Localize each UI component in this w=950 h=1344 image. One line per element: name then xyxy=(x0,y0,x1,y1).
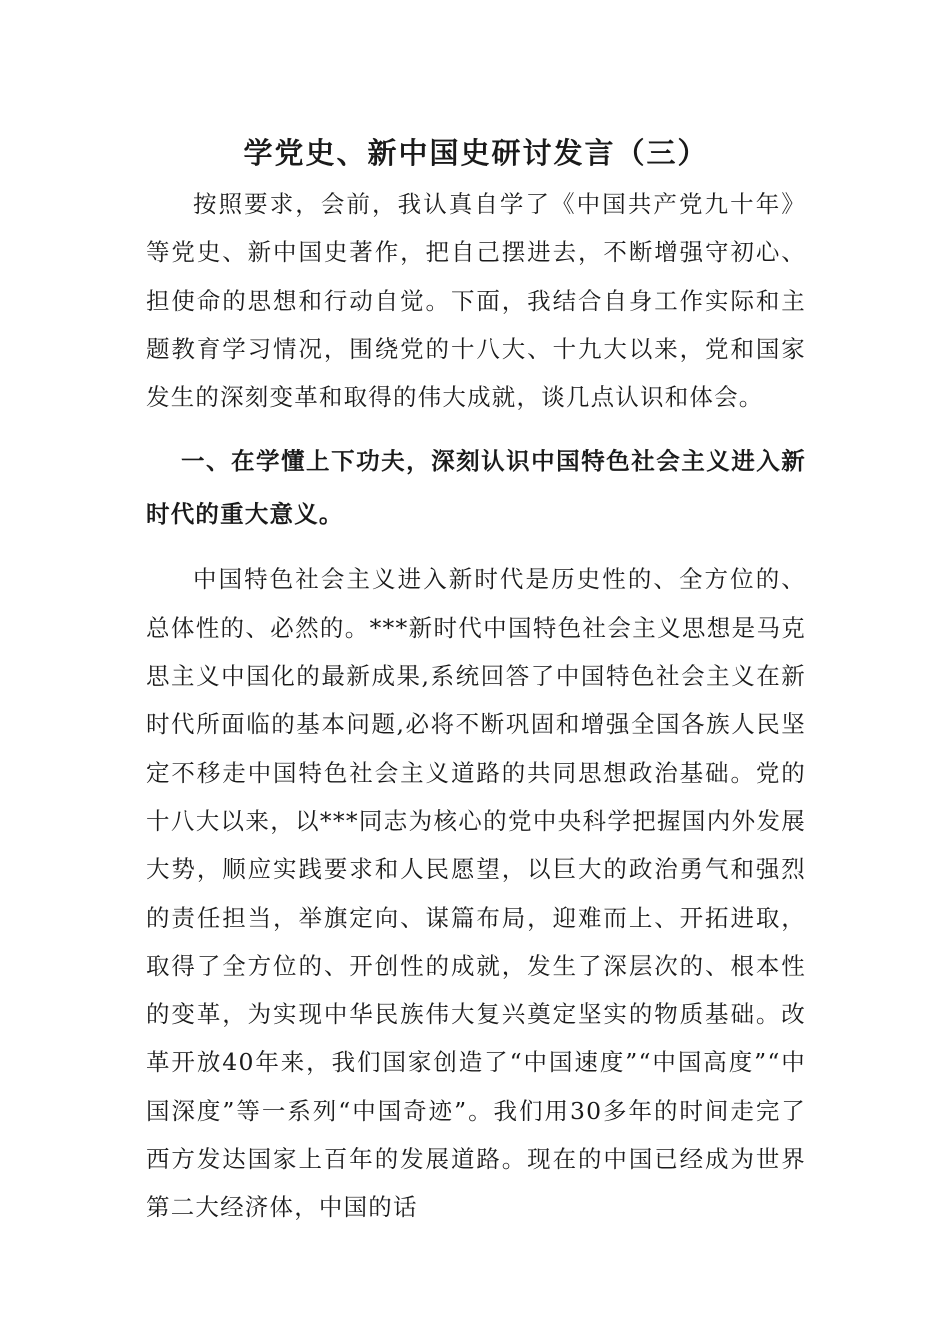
section-heading-1 xyxy=(146,435,806,541)
body-paragraph: 中国特色社会主义进入新时代是历史性的、全方位的、总体性的、必然的。***新时代中国特色社会主义思想是马克思主义中国化的最新成果,系统回答了中国特色社会主义在新时代所面临的基本问题,必将不断巩固和增强全国各族人民坚定不移走中国特色社会主义道路的共同思想政治基础。党的十八大以来，以***同志为核心的党中央科学把握国内外发展大势，顺应实践要求和人民愿望，以巨大的政治勇气和强烈的责任担当，举旗定向、谋篇布局，迎难而上、开拓进取，取得了全方位的、开创性的成就，发生了深层次的、根本性的变革，为实现中华民族伟大复兴奠定坚实的物质基础。改革开放40年来，我们国家创造了“中国速度”“中国高度”“中国深度”等一系列“中国奇迹”。我们用30多年的时间走完了西方发达国家上百年的发展道路。现在的中国已经成为世界第二大经济体，中国的话 xyxy=(146,565,806,1222)
document-title: 学党史、新中国史研讨发言（三） xyxy=(243,136,709,170)
intro-paragraph: 按照要求，会前，我认真自学了《中国共产党九十年》等党史、新中国史著作，把自己摆进去，不断增强守初心、担使命的思想和行动自觉。下面，我结合自身工作实际和主题教育学习情况，围绕党的十八大、十九大以来，党和国家发生的深刻变革和取得的伟大成就，谈几点认识和体会。 xyxy=(146,190,806,412)
section-heading-1-text: 一、在学懂上下功夫，深刻认识中国特色社会主义进入新时代的重大意义。 xyxy=(146,447,806,529)
document-page xyxy=(146,128,806,1232)
